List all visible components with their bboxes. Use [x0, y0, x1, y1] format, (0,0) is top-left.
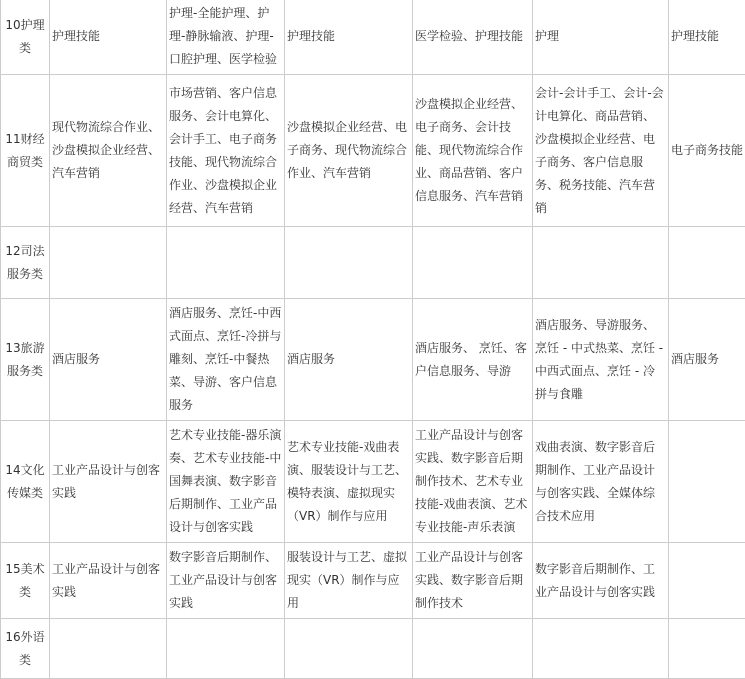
category-cell: 13旅游服务类 [1, 299, 50, 421]
competition-cell: 护理-全能护理、护理-静脉输液、护理-口腔护理、医学检验 [167, 0, 285, 75]
competition-cell [285, 619, 413, 679]
competition-cell: 艺术专业技能-器乐演奏、艺术专业技能-中国舞表演、数字影音后期制作、工业产品设计与创客实践 [167, 421, 285, 543]
competition-cell: 护理技能 [285, 0, 413, 75]
competition-cell: 工业产品设计与创客实践、数字影音后期制作技术、艺术专业技能-戏曲表演、艺术专业技能-声乐表演 [413, 421, 533, 543]
competition-cell: 现代物流综合作业、沙盘模拟企业经营、汽车营销 [50, 75, 167, 227]
competition-cell [533, 227, 669, 299]
competition-cell [533, 619, 669, 679]
competition-cell [669, 421, 745, 543]
competition-cell: 沙盘模拟企业经营、电子商务、现代物流综合作业、汽车营销 [285, 75, 413, 227]
competition-cell [669, 227, 745, 299]
category-cell: 14文化传媒类 [1, 421, 50, 543]
competition-cell: 服装设计与工艺、虚拟现实（VR）制作与应用 [285, 543, 413, 619]
competition-cell: 数字影音后期制作、工业产品设计与创客实践 [533, 543, 669, 619]
competition-cell: 酒店服务、 烹饪、客户信息服务、导游 [413, 299, 533, 421]
competition-cell: 医学检验、护理技能 [413, 0, 533, 75]
table-row [1, 421, 745, 543]
competition-cell [413, 227, 533, 299]
competition-cell [50, 227, 167, 299]
competition-cell: 工业产品设计与创客实践 [50, 421, 167, 543]
category-cell: 16外语类 [1, 619, 50, 679]
competition-cell: 会计-会计手工、会计-会计电算化、商品营销、沙盘模拟企业经营、电子商务、客户信息服务、税务技能、汽车营销 [533, 75, 669, 227]
competition-cell [669, 619, 745, 679]
table-body [1, 0, 745, 679]
table-row [1, 75, 745, 227]
table-row [1, 619, 745, 679]
table-row [1, 227, 745, 299]
competition-cell: 数字影音后期制作、工业产品设计与创客实践 [167, 543, 285, 619]
competition-cell: 戏曲表演、数字影音后期制作、工业产品设计与创客实践、全媒体综合技术应用 [533, 421, 669, 543]
table-row [1, 543, 745, 619]
competition-cell [167, 619, 285, 679]
competition-cell [50, 619, 167, 679]
category-cell: 10护理类 [1, 0, 50, 75]
competition-cell: 护理技能 [50, 0, 167, 75]
competition-cell: 工业产品设计与创客实践、数字影音后期制作技术 [413, 543, 533, 619]
table-row [1, 0, 745, 75]
category-cell: 12司法服务类 [1, 227, 50, 299]
table-row [1, 299, 745, 421]
category-cell: 11财经商贸类 [1, 75, 50, 227]
competition-cell: 护理 [533, 0, 669, 75]
competition-cell [285, 227, 413, 299]
competition-cell: 酒店服务、导游服务、烹饪 - 中式热菜、烹饪 - 中西式面点、烹饪 - 冷拼与食雕 [533, 299, 669, 421]
competition-cell [669, 543, 745, 619]
competition-cell: 护理技能 [669, 0, 745, 75]
competition-cell: 酒店服务、烹饪-中西式面点、烹饪-冷拼与雕刻、烹饪-中餐热菜、导游、客户信息服务 [167, 299, 285, 421]
category-cell: 15美术类 [1, 543, 50, 619]
competition-cell: 电子商务技能 [669, 75, 745, 227]
competition-cell: 酒店服务 [285, 299, 413, 421]
competition-cell: 酒店服务 [669, 299, 745, 421]
competition-cell: 沙盘模拟企业经营、电子商务、会计技能、现代物流综合作业、商品营销、客户信息服务、汽车营销 [413, 75, 533, 227]
competition-cell [413, 619, 533, 679]
competition-cell: 酒店服务 [50, 299, 167, 421]
competition-cell: 市场营销、客户信息服务、会计电算化、会计手工、电子商务技能、现代物流综合作业、沙盘模拟企业经营、汽车营销 [167, 75, 285, 227]
competition-cell: 艺术专业技能-戏曲表演、服装设计与工艺、模特表演、虚拟现实（VR）制作与应用 [285, 421, 413, 543]
competition-cell [167, 227, 285, 299]
competition-cell: 工业产品设计与创客实践 [50, 543, 167, 619]
